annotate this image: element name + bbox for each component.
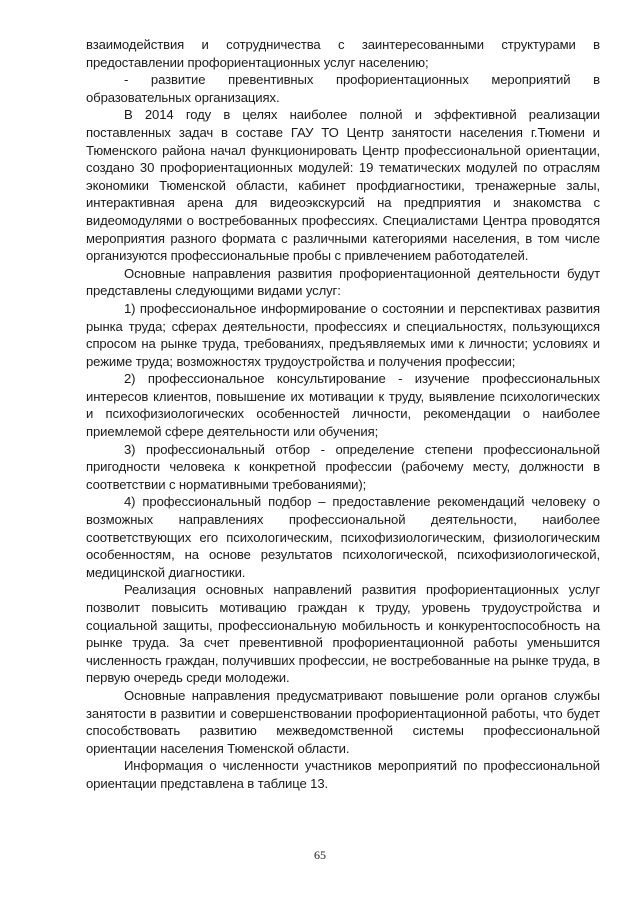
- list-item-matching: 4) профессиональный подбор – предоставление рекомендаций человеку о возможных направлениях профессиональной деятельности, наиболее соответствующих его психологическим, психофизиологическим, физиологическим особенностям, на основе результатов психологической, психофизиологической, медицинской диагностики.: [86, 494, 600, 580]
- list-item-preventive: - развитие превентивных профориентационных мероприятий в образовательных организациях.: [86, 72, 600, 105]
- paragraph-main-directions: Основные направления развития профориентационной деятельности будут представлены следующими видами услуг:: [86, 265, 600, 299]
- list-item-consulting: 2) профессиональное консультирование - изучение профессиональных интересов клиентов, повышение их мотивации к труду, выявление психологических и психофизиологических особенностей личности, рекомендации о наиболее приемлемой сфере деятельности или обучения;: [86, 371, 600, 440]
- paragraph-implementation: Реализация основных направлений развития профориентационных услуг позволит повысить мотивацию граждан к труду, уровень трудоустройства и социальной защиты, профессиональную мобильность и конкурентоспособность на рынке труда. За счет превентивной профориентационной работы уменьшится численность граждан, получивших профессии, не востребованные на рынке труда, в первую очередь среди молодежи.: [86, 582, 600, 686]
- paragraph-continuation: взаимодействия и сотрудничества с заинтересованными структурами в предоставлении профориентационных услуг населению;: [86, 37, 600, 70]
- paragraph-2014-center: В 2014 году в целях наиболее полной и эффективной реализации поставленных задач в составе ГАУ ТО Центр занятости населения г.Тюмени и Тюменского района начал функционировать Центр профессиональной ориентации, создано 30 профориентационных модулей: 19 тематических модулей по отраслям экономики Тюменской области, кабинет профдиагностики, тренажерные залы, интерактивная арена для видеоэкскурсий на предприятия и знакомства с видеомодулями о востребованных профессиях. Специалистами Центра проводятся мероприятия разного формата с различными категориями населения, в том числе организуются профессиональные пробы с привлечением работодателей.: [86, 107, 600, 264]
- body-text: [86, 36, 600, 793]
- page-number: 65: [314, 848, 326, 862]
- list-item-informing: 1) профессиональное информирование о состоянии и перспективах развития рынка труда; сферах деятельности, профессиях и специальностях, пользующихся спросом на рынке труда, требованиях, предъявляемых ими к личности; условиях и режиме труда; возможностях трудоустройства и получения профессии;: [86, 300, 600, 369]
- list-item-selection: 3) профессиональный отбор - определение степени профессиональной пригодности человека к конкретной профессии (рабочему месту, должности в соответствии с нормативными требованиями);: [86, 441, 600, 492]
- paragraph-table-reference: Информация о численности участников мероприятий по профессиональной ориентации представлена в таблице 13.: [86, 758, 600, 791]
- paragraph-role-of-agencies: Основные направления предусматривают повышение роли органов службы занятости в развитии и совершенствовании профориентационной работы, что будет способствовать развитию межведомственной системы профессиональной ориентации населения Тюменской области.: [86, 687, 600, 756]
